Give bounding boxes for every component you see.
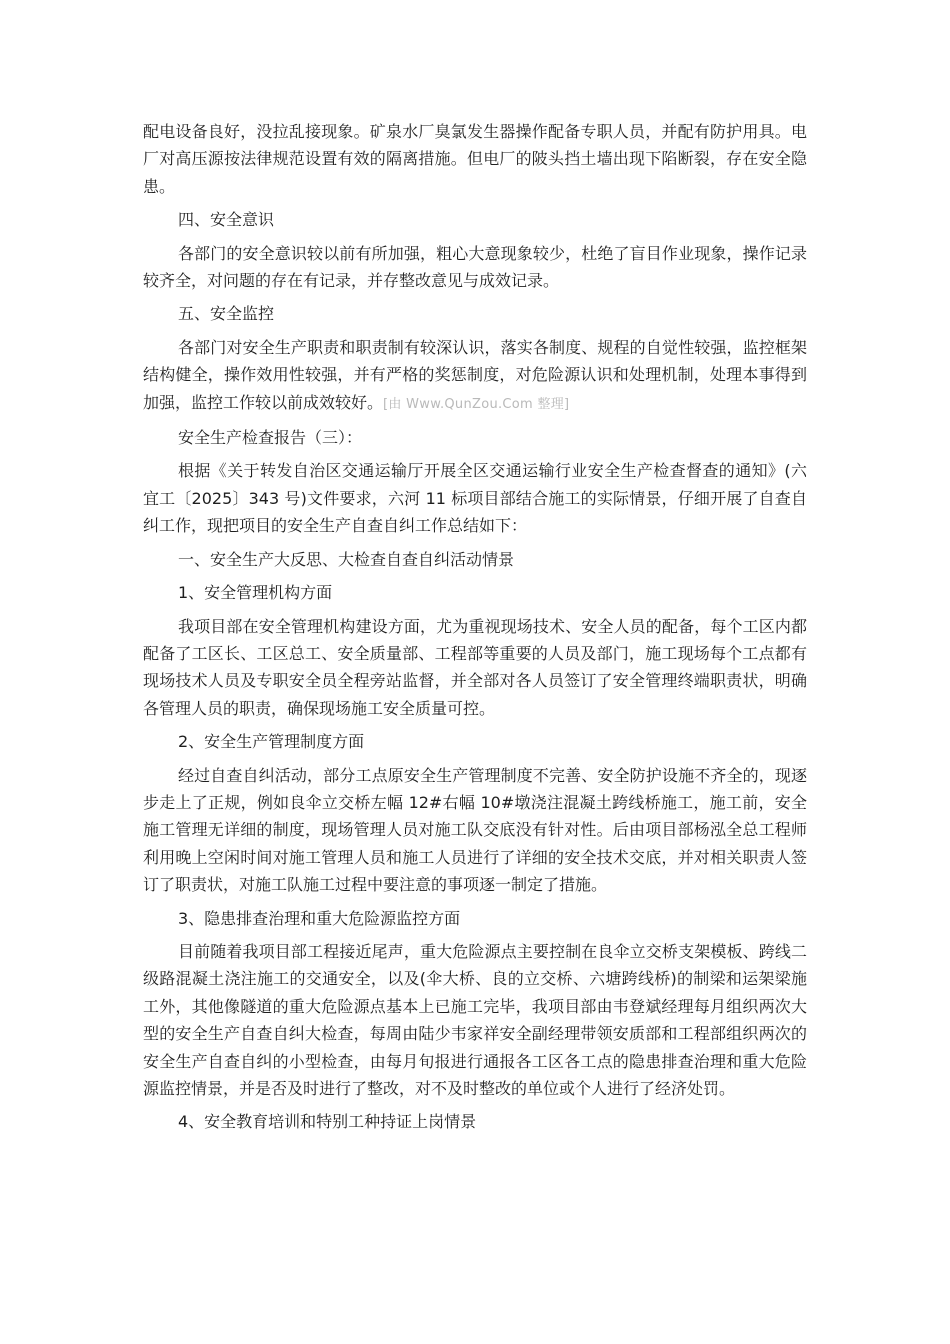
section-heading-safety-awareness: 四、安全意识 <box>178 210 275 230</box>
paragraph-management-system: 经过自查自纠活动，部分工点原安全生产管理制度不完善、安全防护设施不齐全的，现逐步走上了正规，例如良伞立交桥左幅 12#右幅 10#墩浇注混凝土跨线桥施工，施工前，安全施工管理无详细的制度，现场管理人员对施工队交底没有针对性。后由项目部杨泓全总工程师利用晚上空闲时间对施工管理人员和施工人员进行了详细的安全技术交底，并对相关职责人签订了职责状，对施工队施工过程中要注意的事项逐一制定了措施。 <box>143 765 807 895</box>
source-watermark: [由 Www.QunZou.Com 整理] <box>383 396 570 412</box>
subsection-heading-training: 4、安全教育培训和特别工种持证上岗情景 <box>178 1112 477 1132</box>
section-heading-safety-monitoring: 五、安全监控 <box>178 304 275 324</box>
paragraph-safety-awareness: 各部门的安全意识较以前有所加强，粗心大意现象较少，杜绝了盲目作业现象，操作记录较齐全，对问题的存在有记录，并存整改意见与成效记录。 <box>143 243 807 291</box>
paragraph-management-org: 我项目部在安全管理机构建设方面，尤为重视现场技术、安全人员的配备，每个工区内都配备了工区长、工区总工、安全质量部、工程部等重要的人员及部门，施工现场每个工点都有现场技术人员及专职安全员全程旁站监督，并全部对各人员签订了安全管理终端职责状，明确各管理人员的职责，确保现场施工安全质量可控。 <box>143 616 807 718</box>
paragraph-power-equipment: 配电设备良好，没拉乱接现象。矿泉水厂臭氯发生器操作配备专职人员，并配有防护用具。电厂对高压源按法律规范设置有效的隔离措施。但电厂的陂头挡土墙出现下陷断裂，存在安全隐患。 <box>143 122 807 196</box>
section-heading-self-check: 一、安全生产大反思、大检查自查自纠活动情景 <box>178 549 515 569</box>
document-page <box>143 118 807 1142</box>
subsection-heading-management-org: 1、安全管理机构方面 <box>178 583 333 603</box>
paragraph-safety-monitoring <box>143 334 807 418</box>
subsection-heading-hazard-control: 3、隐患排查治理和重大危险源监控方面 <box>178 908 461 928</box>
paragraph-hazard-control: 目前随着我项目部工程接近尾声，重大危险源点主要控制在良伞立交桥支架模板、跨线二级路混凝土浇注施工的交通安全，以及(伞大桥、良的立交桥、六塘跨线桥)的制梁和运架梁施工外，其他像隧道的重大危险源点基本上已施工完毕，我项目部由韦登斌经理每月组织两次大型的安全生产自查自纠大检查，每周由陆少韦家祥安全副经理带领安质部和工程部组织两次的安全生产自查自纠的小型检查，由每月旬报进行通报各工区各工点的隐患排查治理和重大危险源监控情景，并是否及时进行了整改，对不及时整改的单位或个人进行了经济处罚。 <box>143 941 807 1098</box>
paragraph-safety-monitoring-text: 各部门对安全生产职责和职责制有较深认识，落实各制度、规程的自觉性较强，监控框架结构健全，操作效用性较强，并有严格的奖惩制度，对危险源认识和处理机制，处理本事得到加强，监控工作较以前成效较好。 <box>143 337 807 412</box>
paragraph-report-intro: 根据《关于转发自治区交通运输厅开展全区交通运输行业安全生产检查督查的通知》(六宜工〔2025〕343 号)文件要求，六河 11 标项目部结合施工的实际情景，仔细开展了自查自纠工作，现把项目的安全生产自查自纠工作总结如下： <box>143 461 807 536</box>
subsection-heading-management-system: 2、安全生产管理制度方面 <box>178 732 365 752</box>
report-title: 安全生产检查报告（三）： <box>178 428 363 448</box>
